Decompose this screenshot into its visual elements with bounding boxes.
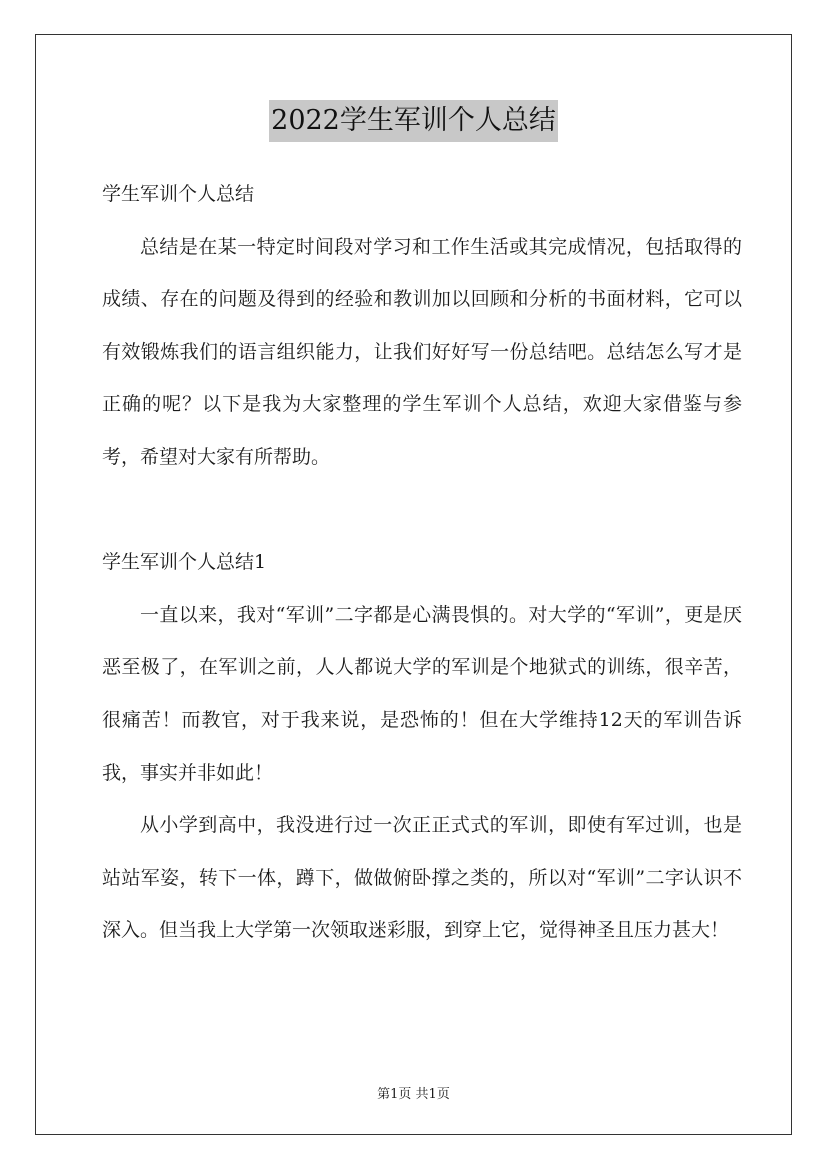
intro-heading: 学生军训个人总结: [102, 183, 255, 205]
page-number-footer: 第1页 共1页: [377, 1087, 450, 1102]
document-body: [102, 168, 742, 957]
body-paragraph-1: 一直以来，我对“军训”二字都是心满畏惧的。对大学的“军训”，更是厌恶至极了，在军训之前，人人都说大学的军训是个地狱式的训练，很辛苦，很痛苦！而教官，对于我来说，是恐怖的！但在大学维持12天的军训告诉我，事实并非如此！: [102, 603, 742, 784]
body-paragraph-2: 从小学到高中，我没进行过一次正正式式的军训，即使有军过训，也是站站军姿，转下一体，蹲下，做做俯卧撑之类的，所以对“军训”二字认识不深入。但当我上大学第一次领取迷彩服，到穿上它，觉得神圣且压力甚大！: [102, 814, 742, 942]
intro-paragraph: 总结是在某一特定时间段对学习和工作生活或其完成情况，包括取得的成绩、存在的问题及得到的经验和教训加以回顾和分析的书面材料，它可以有效锻炼我们的语言组织能力，让我们好好写一份总结吧。总结怎么写才是正确的呢？以下是我为大家整理的学生军训个人总结，欢迎大家借鉴与参考，希望对大家有所帮助。: [102, 235, 742, 468]
section-heading: 学生军训个人总结1: [102, 551, 267, 574]
paragraph-spacer: [102, 484, 742, 537]
title-container: [0, 100, 827, 142]
document-title: 2022学生军训个人总结: [269, 100, 558, 142]
